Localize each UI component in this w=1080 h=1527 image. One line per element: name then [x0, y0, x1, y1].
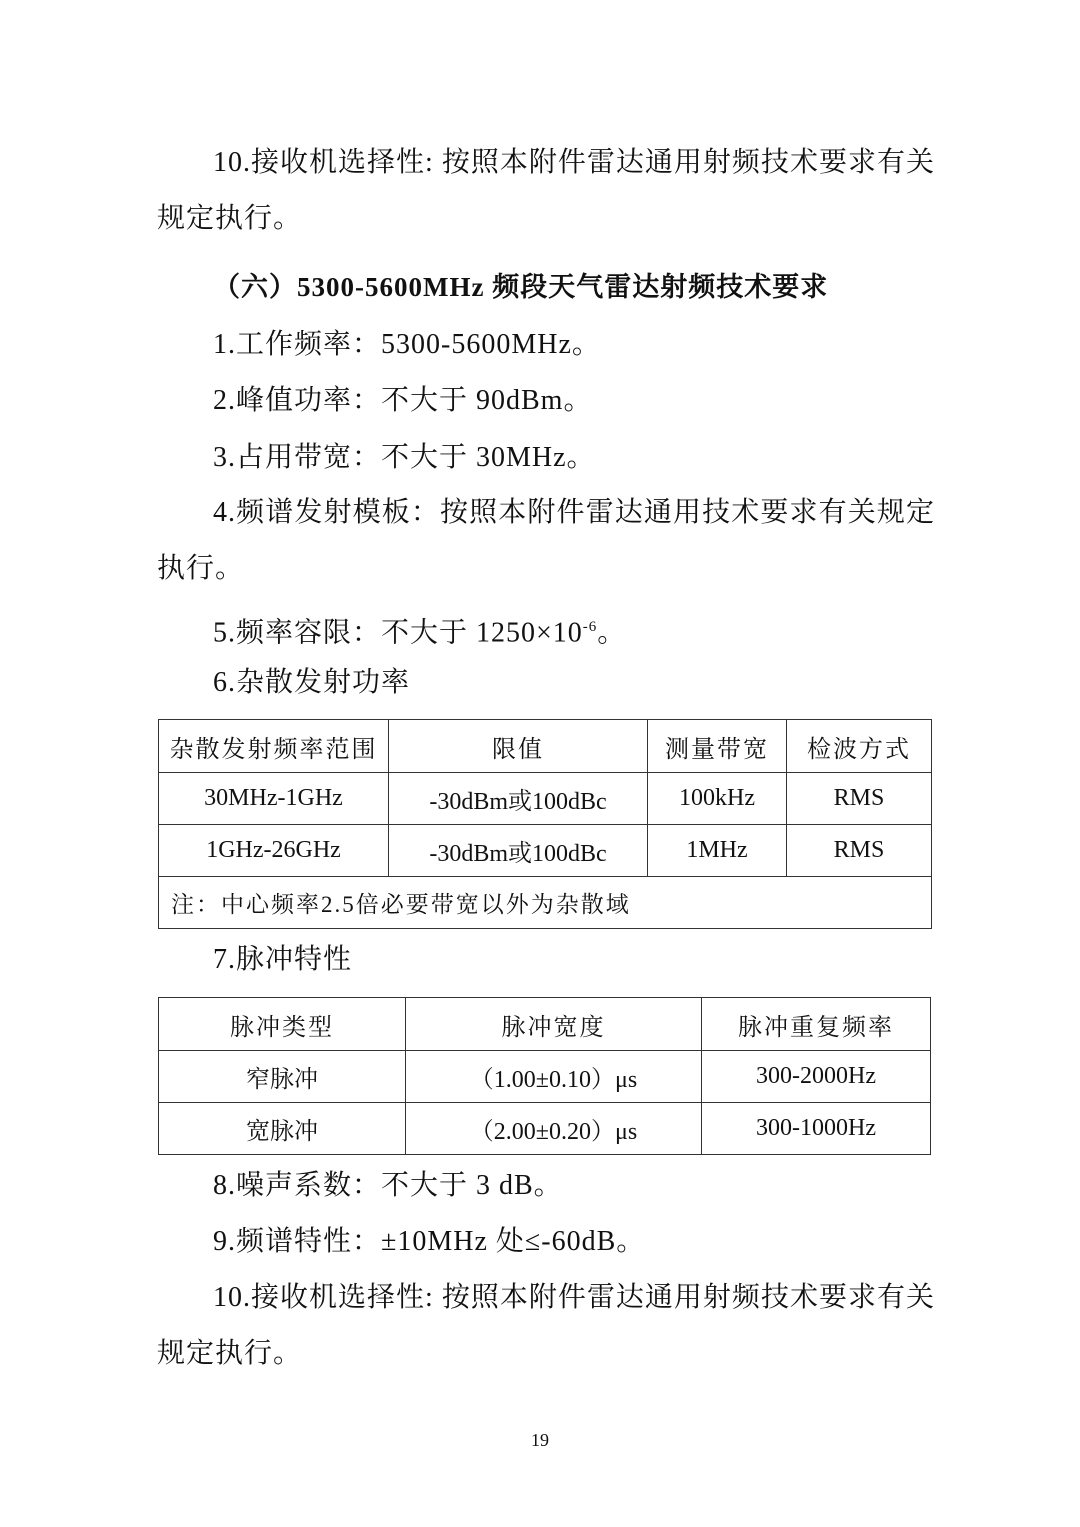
table-row — [159, 773, 932, 825]
table-header: 限值 — [389, 720, 648, 773]
page-number: 19 — [531, 1430, 549, 1450]
paragraph-item3: 3.占用带宽：不大于 30MHz。 — [213, 442, 596, 473]
table-cell: 300-1000Hz — [702, 1103, 931, 1155]
paragraph-item5 — [157, 599, 935, 661]
table-row — [159, 825, 932, 877]
section-heading: （六）5300-5600MHz 频段天气雷达射频技术要求 — [213, 272, 829, 302]
paragraph-item10: 10.接收机选择性: 按照本附件雷达通用射频技术要求有关规定执行。 — [157, 1282, 935, 1369]
table-header: 测量带宽 — [648, 720, 787, 773]
table-cell: -30dBm或100dBc — [389, 773, 648, 825]
table-cell: 100kHz — [648, 773, 787, 825]
table-row — [159, 1103, 931, 1155]
table-cell: RMS — [787, 825, 932, 877]
table-header: 脉冲类型 — [159, 998, 406, 1051]
table-cell: 宽脉冲 — [159, 1103, 406, 1155]
paragraph-prev-item10: 10.接收机选择性: 按照本附件雷达通用射频技术要求有关规定执行。 — [157, 147, 935, 234]
item5-prefix: 5.频率容限：不大于 1250×10 — [213, 617, 583, 649]
table-header: 杂散发射频率范围 — [159, 720, 389, 773]
paragraph-item1: 1.工作频率：5300-5600MHz。 — [213, 329, 601, 360]
table-row — [159, 1051, 931, 1103]
paragraph-item4: 4.频谱发射模板：按照本附件雷达通用技术要求有关规定执行。 — [157, 497, 935, 584]
table-cell: RMS — [787, 773, 932, 825]
item5-suffix: 。 — [597, 617, 627, 649]
table-header: 脉冲宽度 — [406, 998, 702, 1051]
table-header: 检波方式 — [787, 720, 932, 773]
table-cell: （1.00±0.10）μs — [406, 1051, 702, 1103]
spurious-emission-table — [158, 719, 932, 929]
item5-exponent: -6 — [582, 619, 598, 635]
paragraph-item9: 9.频谱特性：±10MHz 处≤-60dB。 — [213, 1226, 646, 1257]
pulse-characteristics-table — [158, 997, 931, 1155]
table-cell: 300-2000Hz — [702, 1051, 931, 1103]
table-cell: -30dBm或100dBc — [389, 825, 648, 877]
table-header: 脉冲重复频率 — [702, 998, 931, 1051]
table-cell: 1MHz — [648, 825, 787, 877]
table-cell: 1GHz-26GHz — [159, 825, 389, 877]
table-cell: （2.00±0.20）μs — [406, 1103, 702, 1155]
paragraph-item6: 6.杂散发射功率 — [213, 667, 411, 698]
table-cell: 30MHz-1GHz — [159, 773, 389, 825]
table-cell: 窄脉冲 — [159, 1051, 406, 1103]
table-note: 注：中心频率2.5倍必要带宽以外为杂散域 — [159, 877, 932, 929]
paragraph-item8: 8.噪声系数：不大于 3 dB。 — [213, 1170, 563, 1201]
paragraph-item7: 7.脉冲特性 — [213, 944, 353, 975]
paragraph-item2: 2.峰值功率：不大于 90dBm。 — [213, 385, 593, 416]
